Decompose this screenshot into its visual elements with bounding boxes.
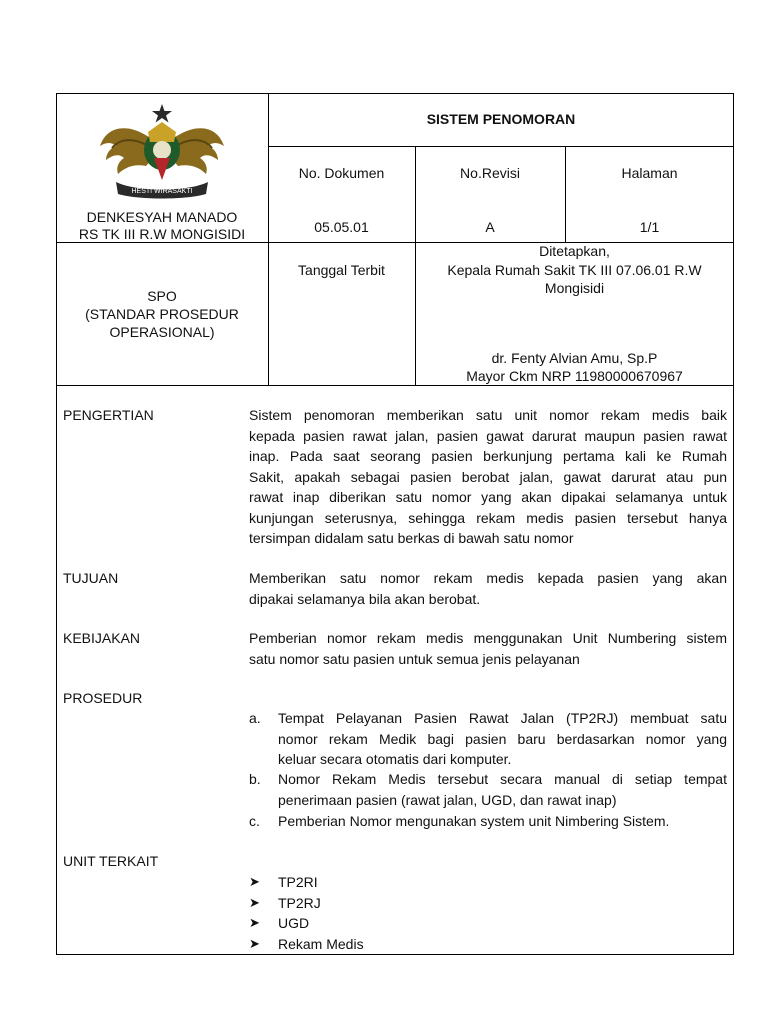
hospital-emblem-logo bbox=[96, 102, 228, 200]
kebijakan-text bbox=[249, 628, 727, 669]
prosedur-marker: b. bbox=[249, 771, 261, 787]
pengertian-line: inap. Pada saat seorang pasien berkunjung pertama kali ke Rumah bbox=[249, 448, 727, 464]
pengertian-line: rawat inap diberikan satu nomor yang akan dipakai selamanya untuk bbox=[249, 489, 727, 505]
unit-item: ➤ Rekam Medis bbox=[249, 934, 727, 955]
arrow-bullet-icon: ➤ bbox=[249, 895, 260, 910]
prosedur-line: Tempat Pelayanan Pasien Rawat Jalan (TP2RJ) membuat satu bbox=[278, 710, 727, 726]
no-dokumen-value: 05.05.01 bbox=[314, 219, 369, 235]
prosedur-item-c bbox=[249, 811, 727, 832]
kebijakan-label: KEBIJAKAN bbox=[63, 630, 141, 646]
arrow-bullet-icon: ➤ bbox=[249, 936, 260, 951]
kepala-line1: Kepala Rumah Sakit TK III 07.06.01 R.W bbox=[447, 262, 702, 278]
prosedur-line: Nomor Rekam Medis tersebut secara manual di setiap tempat bbox=[278, 771, 727, 787]
kebijakan-line: Pemberian nomor rekam medis menggunakan Unit Numbering sistem bbox=[249, 630, 727, 646]
tujuan-line: dipakai selamanya bila akan berobat. bbox=[249, 590, 481, 607]
no-dokumen-label: No. Dokumen bbox=[298, 165, 385, 181]
tanggal-terbit-label: Tanggal Terbit bbox=[298, 262, 385, 278]
tujuan-line: Memberikan satu nomor rekam medis kepada pasien yang akan bbox=[249, 570, 727, 586]
header-divider-h3 bbox=[56, 385, 734, 386]
no-revisi-value: A bbox=[485, 219, 495, 235]
halaman-value: 1/1 bbox=[639, 219, 660, 235]
tujuan-label: TUJUAN bbox=[63, 570, 119, 586]
unit-terkait-label: UNIT TERKAIT bbox=[63, 853, 159, 869]
prosedur-marker: a. bbox=[249, 710, 261, 726]
org-name-line2: RS TK III R.W MONGISIDI bbox=[78, 226, 246, 242]
logo-motto: HESTI WIRASAKTI bbox=[131, 188, 193, 195]
signer-rank: Mayor Ckm NRP 11980000670967 bbox=[466, 368, 683, 384]
pengertian-line: kepada pasien rawat jalan, pasien gawat darurat maupun pasien rawat bbox=[249, 427, 727, 444]
tujuan-text bbox=[249, 568, 727, 609]
signer-name: dr. Fenty Alvian Amu, Sp.P bbox=[491, 350, 658, 366]
ditetapkan-label: Ditetapkan, bbox=[539, 243, 610, 259]
prosedur-label: PROSEDUR bbox=[63, 690, 143, 706]
arrow-bullet-icon: ➤ bbox=[249, 874, 260, 889]
header-divider-v1 bbox=[268, 93, 269, 385]
pengertian-label: PENGERTIAN bbox=[63, 407, 154, 423]
halaman-label: Halaman bbox=[621, 165, 678, 181]
spo-line2: (STANDAR PROSEDUR bbox=[85, 306, 239, 322]
prosedur-line: penerimaan pasien (rawat jalan, UGD, dan rawat inap) bbox=[278, 791, 617, 808]
pengertian-text bbox=[249, 405, 727, 549]
pengertian-line: Sakit, apakah sebagai pasien berobat jalan, gawat darurat atau pun bbox=[249, 468, 727, 485]
unit-item: ➤ UGD bbox=[249, 913, 727, 934]
unit-item: ➤ TP2RI bbox=[249, 872, 727, 893]
document-title: SISTEM PENOMORAN bbox=[426, 111, 576, 127]
kepala-line2: Mongisidi bbox=[544, 280, 605, 296]
spo-line1: SPO bbox=[147, 288, 177, 304]
prosedur-item-a bbox=[249, 708, 727, 770]
kebijakan-line: satu nomor satu pasien untuk semua jenis pelayanan bbox=[249, 650, 580, 667]
header-divider-h1 bbox=[268, 146, 734, 147]
prosedur-line: Pemberian Nomor mengunakan system unit Nimbering Sistem. bbox=[278, 813, 670, 829]
pengertian-line: kunjungan seterusnya, sehingga rekam medis pasien tersebut hanya bbox=[249, 509, 727, 526]
prosedur-line: nomor rekam Medik bagi pasien baru berdasarkan nomor yang bbox=[278, 730, 727, 747]
prosedur-item-b bbox=[249, 769, 727, 810]
spo-line3: OPERASIONAL) bbox=[109, 324, 215, 340]
arrow-bullet-icon: ➤ bbox=[249, 915, 260, 930]
unit-item: ➤ TP2RJ bbox=[249, 893, 727, 914]
no-revisi-label: No.Revisi bbox=[460, 165, 520, 181]
prosedur-line: keluar secara otomatis dari komputer. bbox=[278, 751, 512, 767]
org-name-line1: DENKESYAH MANADO bbox=[86, 209, 238, 225]
prosedur-marker: c. bbox=[249, 813, 260, 829]
pengertian-line: Sistem penomoran memberikan satu unit nomor rekam medis baik bbox=[249, 407, 727, 423]
pengertian-line: tersimpan didalam satu berkas di bawah satu nomor bbox=[249, 530, 574, 546]
